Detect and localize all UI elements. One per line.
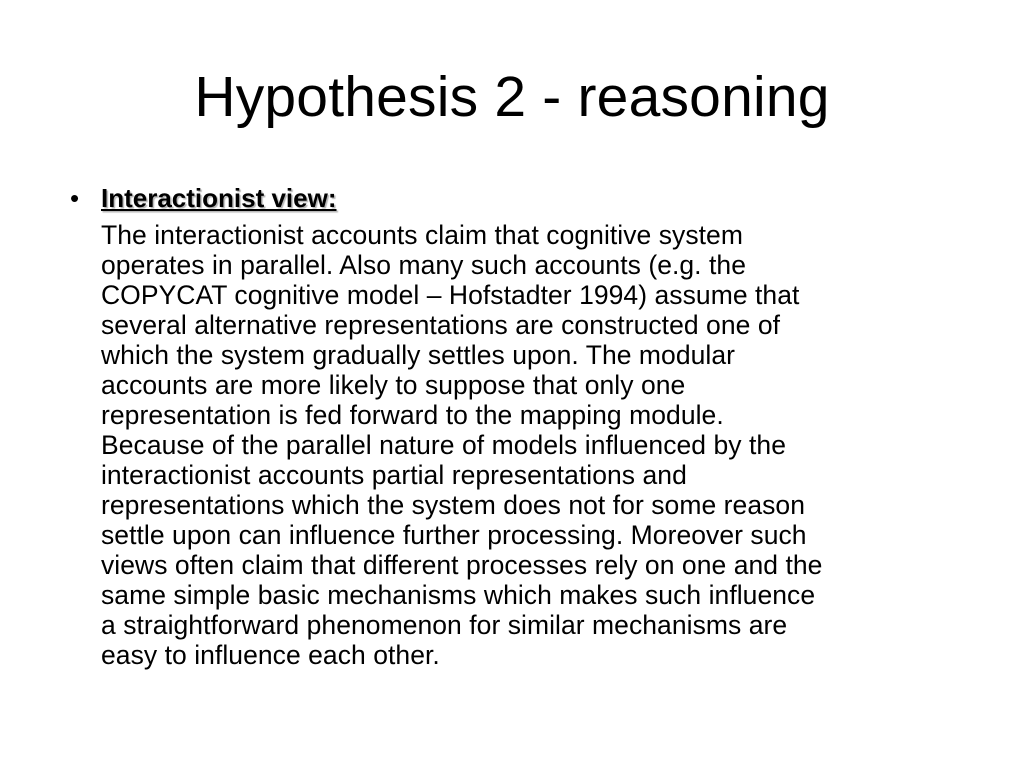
body-line: same simple basic mechanisms which makes such influence xyxy=(101,580,816,610)
body-line: operates in parallel. Also many such accounts (e.g. the xyxy=(101,250,746,280)
body-line: representation is fed forward to the mapping module. xyxy=(101,400,724,430)
body-line: interactionist accounts partial representations and xyxy=(101,460,687,490)
bullet-icon: • xyxy=(70,183,80,213)
body-line: representations which the system does not for some reason xyxy=(101,490,805,520)
slide-title: Hypothesis 2 - reasoning xyxy=(194,65,830,129)
body-line: Because of the parallel nature of models influenced by the xyxy=(101,430,786,460)
body-line: easy to influence each other. xyxy=(101,640,440,670)
body-line: several alternative representations are constructed one of xyxy=(101,310,781,340)
body-line: COPYCAT cognitive model – Hofstadter 1994) assume that xyxy=(101,280,800,310)
body-line: which the system gradually settles upon. The modular xyxy=(101,340,736,370)
body-line: views often claim that different processes rely on one and the xyxy=(101,550,823,580)
body-line: accounts are more likely to suppose that only one xyxy=(101,370,686,400)
body-line: a straightforward phenomenon for similar mechanisms are xyxy=(101,610,788,640)
body-line: The interactionist accounts claim that cognitive system xyxy=(101,220,743,250)
bullet-item xyxy=(70,178,970,670)
bullet-heading: Interactionist view: xyxy=(101,183,337,213)
body-paragraph xyxy=(101,220,970,670)
body-line: settle upon can influence further processing. Moreover such xyxy=(101,520,807,550)
slide-content xyxy=(70,178,970,670)
